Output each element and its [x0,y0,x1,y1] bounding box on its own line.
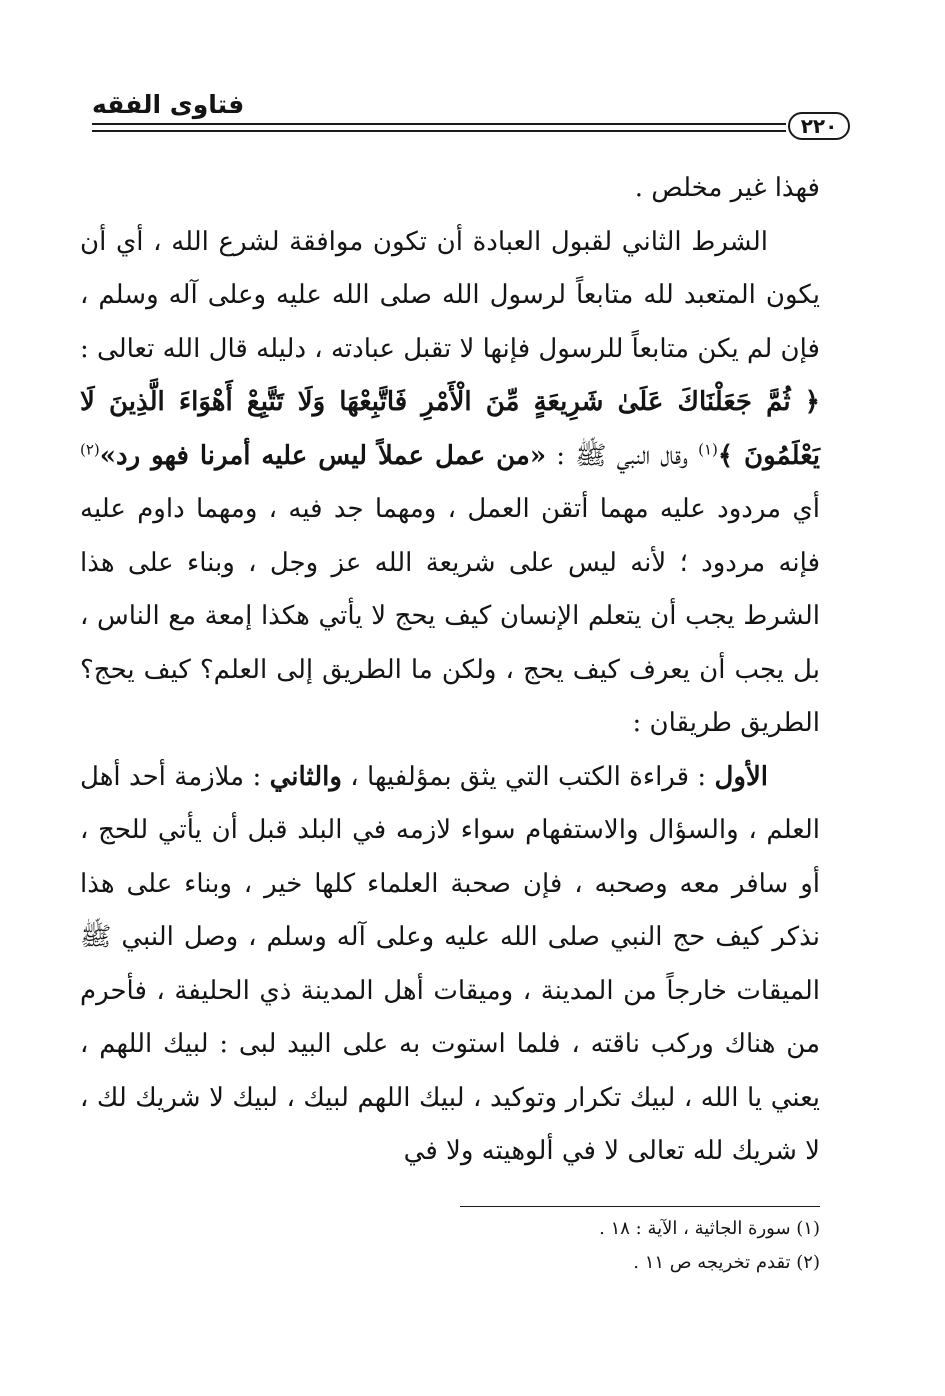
footnotes [460,1212,820,1280]
page-number-badge: ٢٢٠ [788,112,850,140]
header-divider [92,130,786,132]
header-divider [92,123,786,125]
footnote-divider [460,1206,820,1207]
paragraph-text: : ملازمة أحد أهل العلم ، والسؤال والاستفهام سواء لازمه في البلد قبل أن يأتي للحج ، أو سافر معه وصحبه ، فإن صحبة العلماء كلها خير ، وبناء على هذا نذكر كيف حج النبي صلى الله عليه وعلى آله وسلم ، وصل النبي ﷺ الميقات خارجاً من المدينة ، وميقات أهل المدينة ذي الحليفة ، فأحرم من هناك وركب ناقته ، فلما استوت به على البيد لبى : لبيك اللهم ، يعني يا الله ، لبيك تكرار وتوكيد ، لبيك اللهم لبيك ، لبيك لا شريك لك ، لا شريك لله تعالى لا في ألوهيته ولا في [80,761,820,1166]
footnote: (١) سورة الجاثية ، الآية : ١٨ . [599,1218,820,1239]
hadith-quote: «من عمل عملاً ليس عليه أمرنا فهو رد» [99,440,547,471]
footnote-ref: (٢) [80,439,100,458]
second-way-label: والثاني [269,761,342,792]
paragraph [80,162,820,216]
paragraph-text: وقال النبي ﷺ : [546,440,699,471]
paragraph [80,751,820,1179]
running-header-title: فتاوى الفقه [92,90,245,119]
paragraph [80,216,820,751]
page-body [80,162,820,1179]
paragraph-text: أي مردود عليه مهما أتقن العمل ، ومهما جد فيه ، ومهما داوم عليه فإنه مردود ؛ لأنه ليس على شريعة الله عز وجل ، وبناء على هذا الشرط يجب أن يتعلم الإنسان كيف يحج لا يأتي هكذا إمعة مع الناس ، بل يجب أن يعرف كيف يحج ، ولكن ما الطريق إلى العلم؟ كيف يحج؟ الطريق طريقان : [80,494,820,738]
paragraph-text: : قراءة الكتب التي يثق بمؤلفيها ، [341,761,715,792]
footnote: (٢) تقدم تخريجه ص ١١ . [633,1252,820,1273]
footnote-ref: (١) [698,439,718,458]
quran-verse: ﴿ ثُمَّ جَعَلْنَاكَ عَلَىٰ شَرِيعَةٍ مِّنَ الْأَمْرِ فَاتَّبِعْهَا وَلَا تَتَّبِعْ أَهْوَاءَ الَّذِينَ لَا يَعْلَمُونَ ﴾ [80,387,820,471]
paragraph-text: فهذا غير مخلص . [634,173,820,203]
first-way-label: الأول [714,761,769,792]
paragraph-text: الشرط الثاني لقبول العبادة أن تكون موافقة لشرع الله ، أي أن يكون المتعبد لله متابعاً لرسول الله صلى الله عليه وعلى آله وسلم ، فإن لم يكن متابعاً للرسول فإنها لا تقبل عبادته ، دليله قال الله تعالى : [80,226,820,364]
